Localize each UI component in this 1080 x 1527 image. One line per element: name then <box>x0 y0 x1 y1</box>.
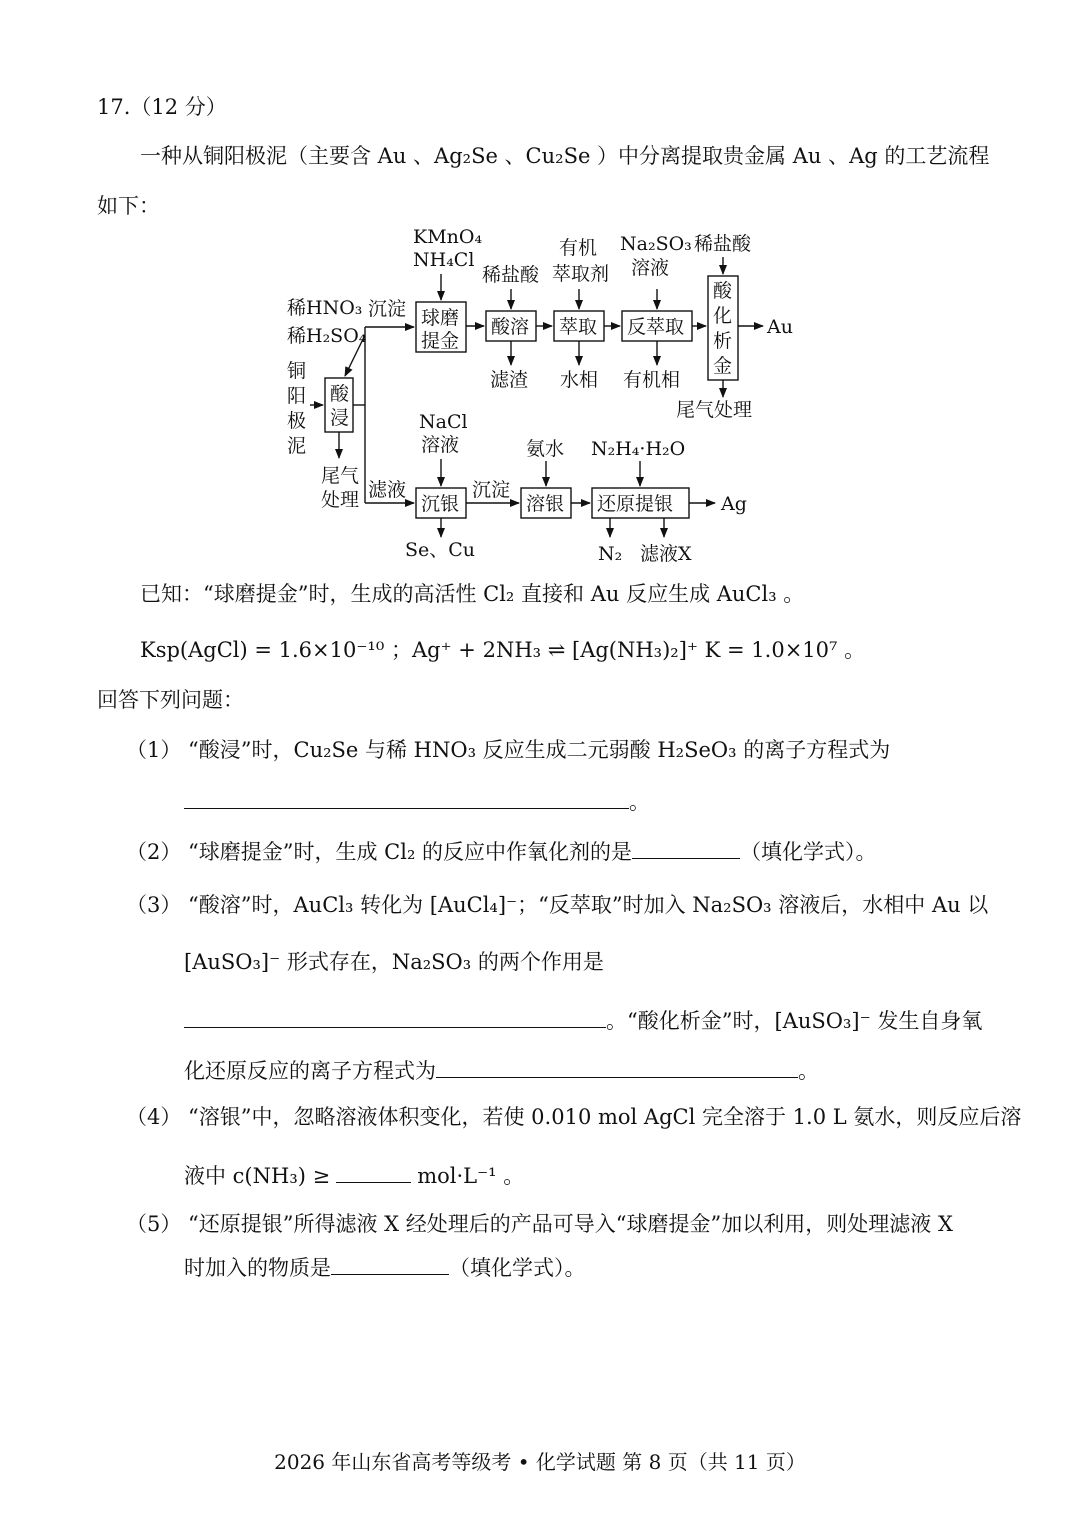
q3-blank-2[interactable] <box>436 1057 798 1078</box>
q5-tail: （填化学式）。 <box>449 1256 586 1280</box>
label-nh4cl: NH₄Cl <box>413 249 475 271</box>
label-filtrate-x: 滤液X <box>640 543 692 565</box>
label-acid-dissolve: 酸溶 <box>491 316 530 338</box>
process-flowchart <box>0 0 1080 580</box>
page-footer: 2026 年山东省高考等级考 • 化学试题 第 8 页（共 11 页） <box>274 1450 806 1474</box>
label-tail-gas-1: 尾气处理 <box>676 399 753 421</box>
label-residue: 滤渣 <box>490 369 529 391</box>
label-organic-1: 有机 <box>559 237 598 259</box>
q4-line-2 <box>184 1162 524 1189</box>
label-anode-3: 极 <box>287 410 307 432</box>
q3-line-4 <box>184 1057 819 1084</box>
label-ag: Ag <box>721 493 747 515</box>
q1-blank[interactable] <box>184 788 629 809</box>
label-organic-2: 萃取剂 <box>552 263 610 285</box>
q4-blank[interactable] <box>336 1162 411 1183</box>
q2-text: （2） “球磨提金”时，生成 Cl₂ 的反应中作氧化剂的是 <box>126 840 633 864</box>
label-anode-4: 泥 <box>287 435 307 457</box>
q4-text-1: （4） “溶银”中，忽略溶液体积变化，若使 0.010 mol AgCl 完全溶于 1.0 L 氨水，则反应后溶 <box>126 1105 1022 1129</box>
intro-line-2: 如下： <box>97 194 160 218</box>
label-aqueous: 水相 <box>560 369 599 391</box>
q3-text-4: 化还原反应的离子方程式为 <box>184 1059 436 1083</box>
label-back-extract: 反萃取 <box>627 316 685 338</box>
q3-text-3: 。“酸化析金”时，[AuSO₃]⁻ 发生自身氧 <box>606 1009 983 1033</box>
label-precipitate: 沉淀 <box>368 298 407 320</box>
label-solution: 溶液 <box>631 257 670 279</box>
q2-line <box>126 838 877 865</box>
q3-blank-1[interactable] <box>184 1007 606 1028</box>
label-tail-gas-2a: 尾气 <box>321 465 360 487</box>
label-filtrate: 滤液 <box>368 479 407 501</box>
label-precip-ag: 沉银 <box>421 493 460 515</box>
label-extract: 萃取 <box>559 316 598 338</box>
label-n2h4: N₂H₄·H₂O <box>591 438 686 460</box>
label-dil-hno3: 稀HNO₃ <box>287 297 363 319</box>
label-ball-mill-1: 球磨 <box>421 307 460 329</box>
q3-text-1: （3） “酸溶”时，AuCl₃ 转化为 [AuCl₄]⁻；“反萃取”时加入 Na₂SO₃ 溶液后，水相中 Au 以 <box>126 893 989 917</box>
label-n2: N₂ <box>598 543 623 565</box>
q2-blank[interactable] <box>632 838 740 859</box>
label-dil-hcl-2: 稀盐酸 <box>694 233 752 255</box>
label-anode-1: 铜 <box>287 360 307 382</box>
label-nacl: NaCl <box>419 411 468 433</box>
label-tail-gas-2b: 处理 <box>321 489 360 511</box>
label-dissolve-ag: 溶银 <box>526 493 565 515</box>
label-acid-leach-2: 浸 <box>330 407 350 429</box>
label-na2so3: Na₂SO₃ <box>620 233 692 255</box>
label-se-cu: Se、Cu <box>405 539 476 561</box>
label-reduce-ag: 还原提银 <box>597 493 674 515</box>
label-dil-h2so4: 稀H₂SO₄ <box>287 325 367 347</box>
label-acidify-1: 酸 <box>713 280 733 302</box>
q1-text: （1） “酸浸”时，Cu₂Se 与稀 HNO₃ 反应生成二元弱酸 H₂SeO₃ 的离子方程式为 <box>126 738 891 762</box>
label-ball-mill-2: 提金 <box>421 330 460 352</box>
label-acidify-4: 金 <box>713 355 733 377</box>
q4-unit: mol·L⁻¹ 。 <box>417 1164 525 1188</box>
answer-prompt: 回答下列问题： <box>97 688 244 712</box>
label-acidify-2: 化 <box>713 305 733 327</box>
label-kmno4: KMnO₄ <box>413 226 483 248</box>
question-number: 17.（12 分） <box>97 95 227 119</box>
intro-line-1: 一种从铜阳极泥（主要含 Au 、Ag₂Se 、Cu₂Se ）中分离提取贵金属 Au 、Ag 的工艺流程 <box>140 144 990 168</box>
label-acidify-3: 析 <box>713 330 733 352</box>
q5-line-2 <box>184 1254 586 1281</box>
known-info-1: 已知：“球磨提金”时，生成的高活性 Cl₂ 直接和 Au 反应生成 AuCl₃ 。 <box>140 582 805 606</box>
label-dil-hcl: 稀盐酸 <box>482 264 540 286</box>
label-organic-phase: 有机相 <box>623 369 681 391</box>
q3-end: 。 <box>798 1059 819 1083</box>
q2-tail: （填化学式）。 <box>740 840 877 864</box>
label-anode-2: 阳 <box>287 385 307 407</box>
label-precipitate-2: 沉淀 <box>472 479 511 501</box>
label-acid-leach-1: 酸 <box>330 383 350 405</box>
q3-line-3 <box>184 1007 982 1034</box>
q5-text-2: 时加入的物质是 <box>184 1256 331 1280</box>
q5-text-1: （5） “还原提银”所得滤液 X 经处理后的产品可导入“球磨提金”加以利用，则处理滤液 X <box>126 1212 953 1236</box>
label-nacl-solution: 溶液 <box>421 434 460 456</box>
label-au: Au <box>767 316 793 338</box>
q1-end: 。 <box>629 790 650 814</box>
q4-text-2: 液中 c(NH₃) ≥ <box>184 1164 331 1188</box>
known-info-2: Ksp(AgCl) = 1.6×10⁻¹⁰ ；Ag⁺ + 2NH₃ ⇌ [Ag(NH₃)₂]⁺ K = 1.0×10⁷ 。 <box>140 638 866 662</box>
q1-answer-line <box>184 788 650 815</box>
q5-blank[interactable] <box>331 1254 449 1275</box>
q3-text-2: [AuSO₃]⁻ 形式存在，Na₂SO₃ 的两个作用是 <box>184 950 604 974</box>
label-ammonia: 氨水 <box>526 438 565 460</box>
